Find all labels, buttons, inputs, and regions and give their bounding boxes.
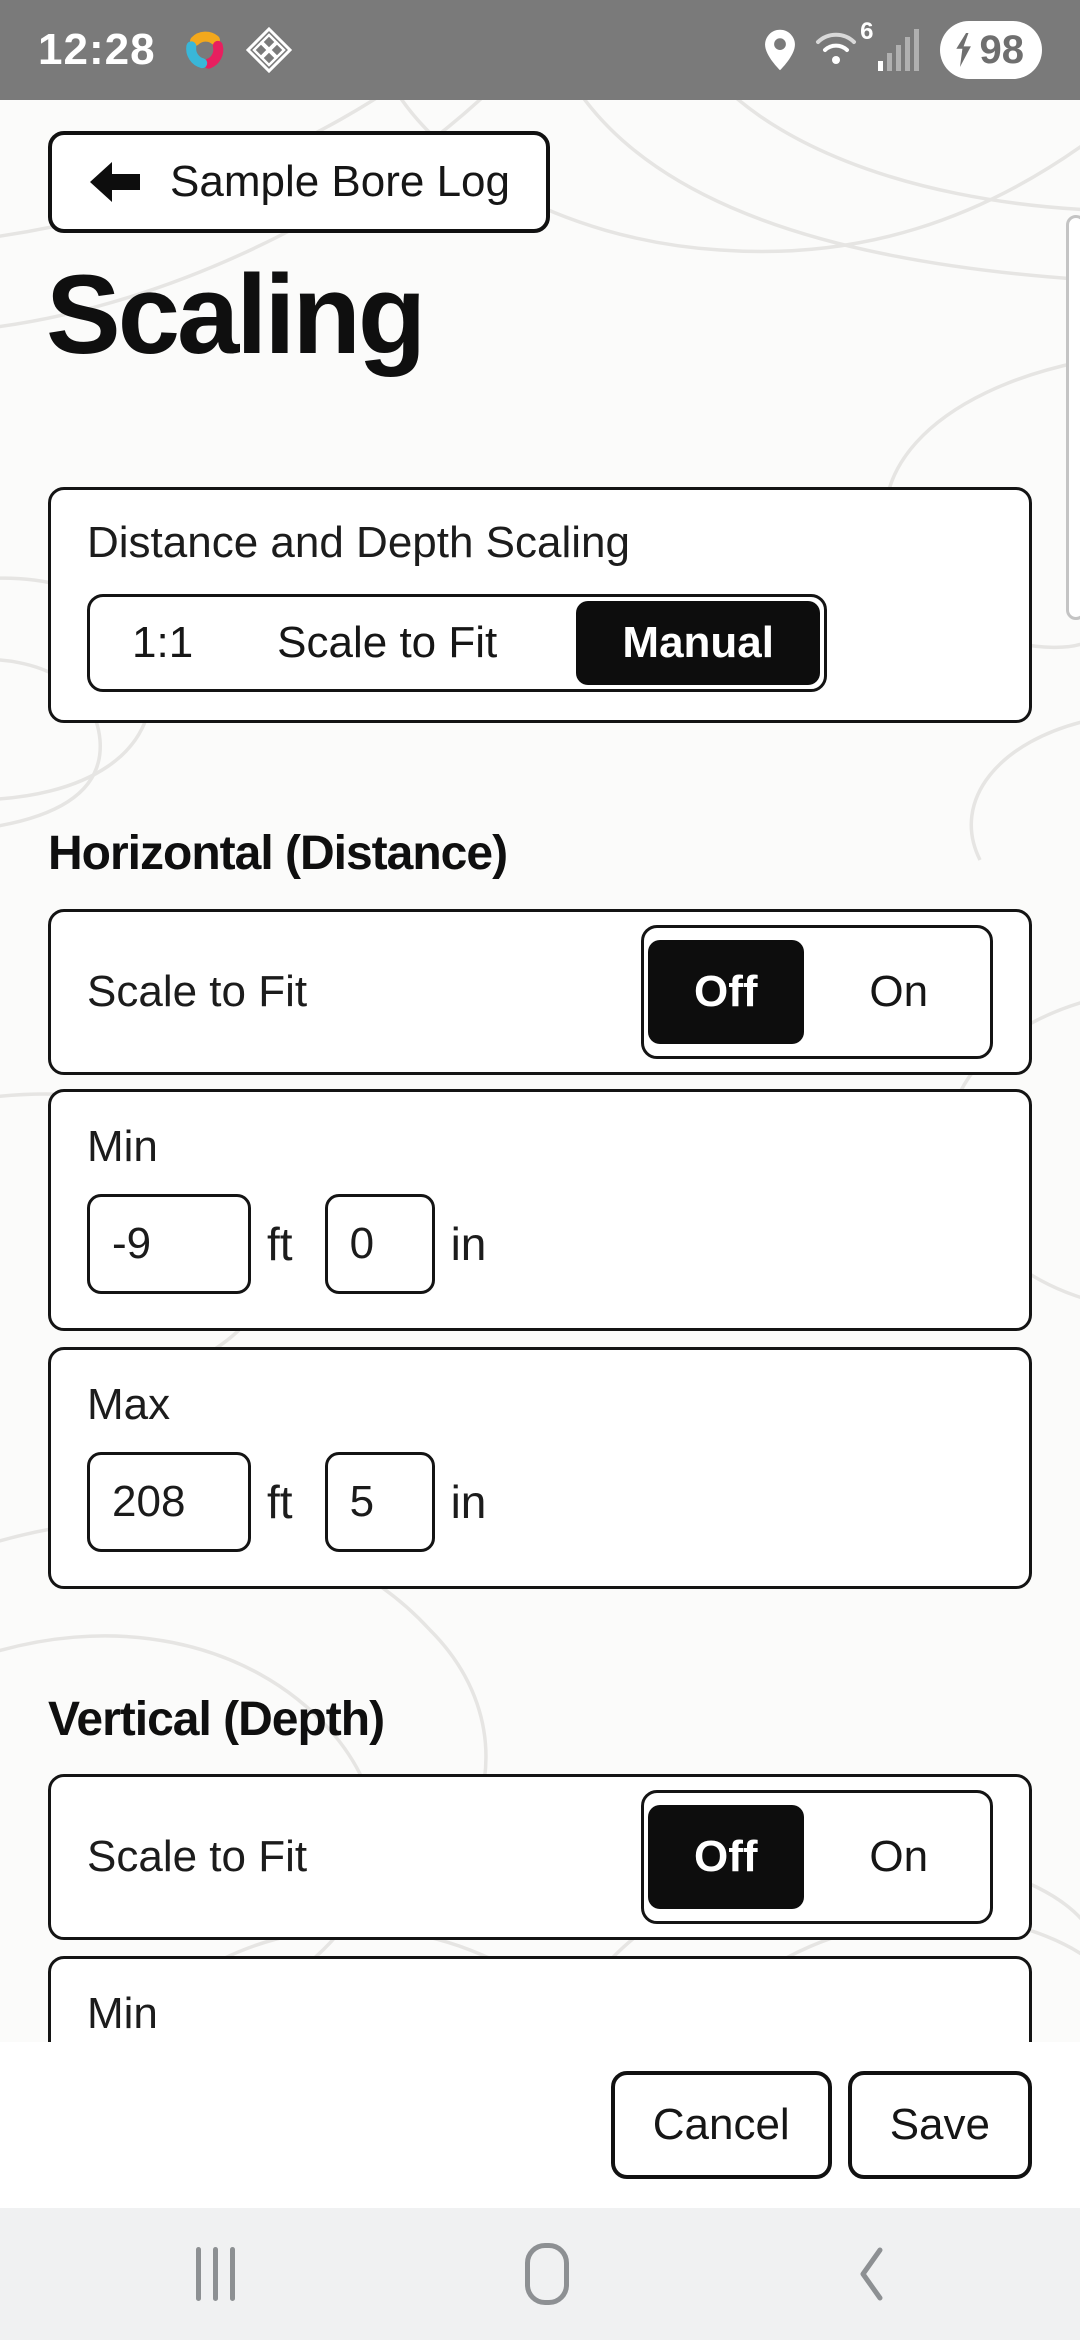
scaling-mode-card — [48, 487, 1032, 723]
horizontal-max-label: Max — [87, 1379, 171, 1429]
vertical-toggle-on-button[interactable]: On — [808, 1832, 990, 1882]
horizontal-min-card — [48, 1089, 1032, 1331]
horizontal-scale-to-fit-label: Scale to Fit — [87, 966, 308, 1016]
scrollbar-thumb[interactable] — [1066, 215, 1080, 620]
horizontal-toggle-on-button[interactable]: On — [808, 967, 990, 1017]
battery-indicator — [940, 21, 1043, 79]
mode-option-1-to-1[interactable]: 1:1 — [90, 597, 235, 689]
diamond-app-icon — [246, 27, 292, 73]
recents-button[interactable] — [196, 2247, 235, 2301]
android-navigation-bar — [0, 2208, 1080, 2340]
vertical-min-card — [48, 1956, 1032, 2042]
page-title: Scaling — [46, 252, 424, 377]
save-button[interactable]: Save — [848, 2071, 1032, 2179]
in-unit-label: in — [450, 1475, 487, 1528]
back-arrow-icon — [88, 160, 142, 204]
pinwheel-app-icon — [182, 27, 228, 73]
home-button[interactable] — [525, 2243, 569, 2305]
signal-strength-icon — [876, 27, 922, 73]
clock: 12:28 — [38, 25, 156, 74]
horizontal-min-label: Min — [87, 1121, 158, 1171]
recents-icon — [196, 2247, 201, 2301]
mode-option-manual[interactable]: Manual — [576, 601, 820, 685]
horizontal-max-ft-input[interactable] — [87, 1452, 251, 1552]
scaling-mode-label: Distance and Depth Scaling — [87, 518, 630, 568]
scaling-settings-page — [0, 100, 1080, 2042]
location-icon — [764, 28, 796, 72]
vertical-scale-to-fit-card — [48, 1774, 1032, 1940]
ft-unit-label: ft — [267, 1217, 293, 1270]
vertical-scale-to-fit-toggle — [641, 1790, 993, 1924]
horizontal-scale-to-fit-toggle — [641, 925, 993, 1059]
wifi-icon — [814, 17, 874, 71]
charging-bolt-icon — [952, 33, 974, 67]
battery-percent: 98 — [979, 27, 1024, 72]
horizontal-min-in-input[interactable] — [325, 1194, 435, 1294]
in-unit-label: in — [450, 1217, 487, 1270]
action-bar — [0, 2042, 1080, 2208]
back-button-label: Sample Bore Log — [170, 157, 510, 206]
horizontal-scale-to-fit-card — [48, 909, 1032, 1075]
wifi-generation-label: 6 — [860, 17, 874, 45]
vertical-scale-to-fit-label: Scale to Fit — [87, 1832, 308, 1882]
section-heading-vertical: Vertical (Depth) — [48, 1692, 385, 1746]
status-bar — [0, 0, 1080, 100]
ft-unit-label: ft — [267, 1475, 293, 1528]
cancel-button[interactable]: Cancel — [611, 2071, 832, 2179]
vertical-min-label: Min — [87, 1989, 158, 2039]
horizontal-min-ft-input[interactable] — [87, 1194, 251, 1294]
back-button[interactable] — [48, 131, 550, 233]
scaling-mode-switch — [87, 594, 827, 692]
horizontal-toggle-off-button[interactable]: Off — [648, 940, 804, 1044]
android-back-button[interactable] — [858, 2247, 884, 2301]
mode-option-scale-to-fit[interactable]: Scale to Fit — [235, 597, 539, 689]
home-icon — [525, 2243, 569, 2305]
back-chevron-icon — [858, 2247, 884, 2301]
horizontal-max-in-input[interactable] — [325, 1452, 435, 1552]
horizontal-max-card — [48, 1347, 1032, 1589]
section-heading-horizontal: Horizontal (Distance) — [48, 827, 508, 881]
vertical-toggle-off-button[interactable]: Off — [648, 1805, 804, 1909]
